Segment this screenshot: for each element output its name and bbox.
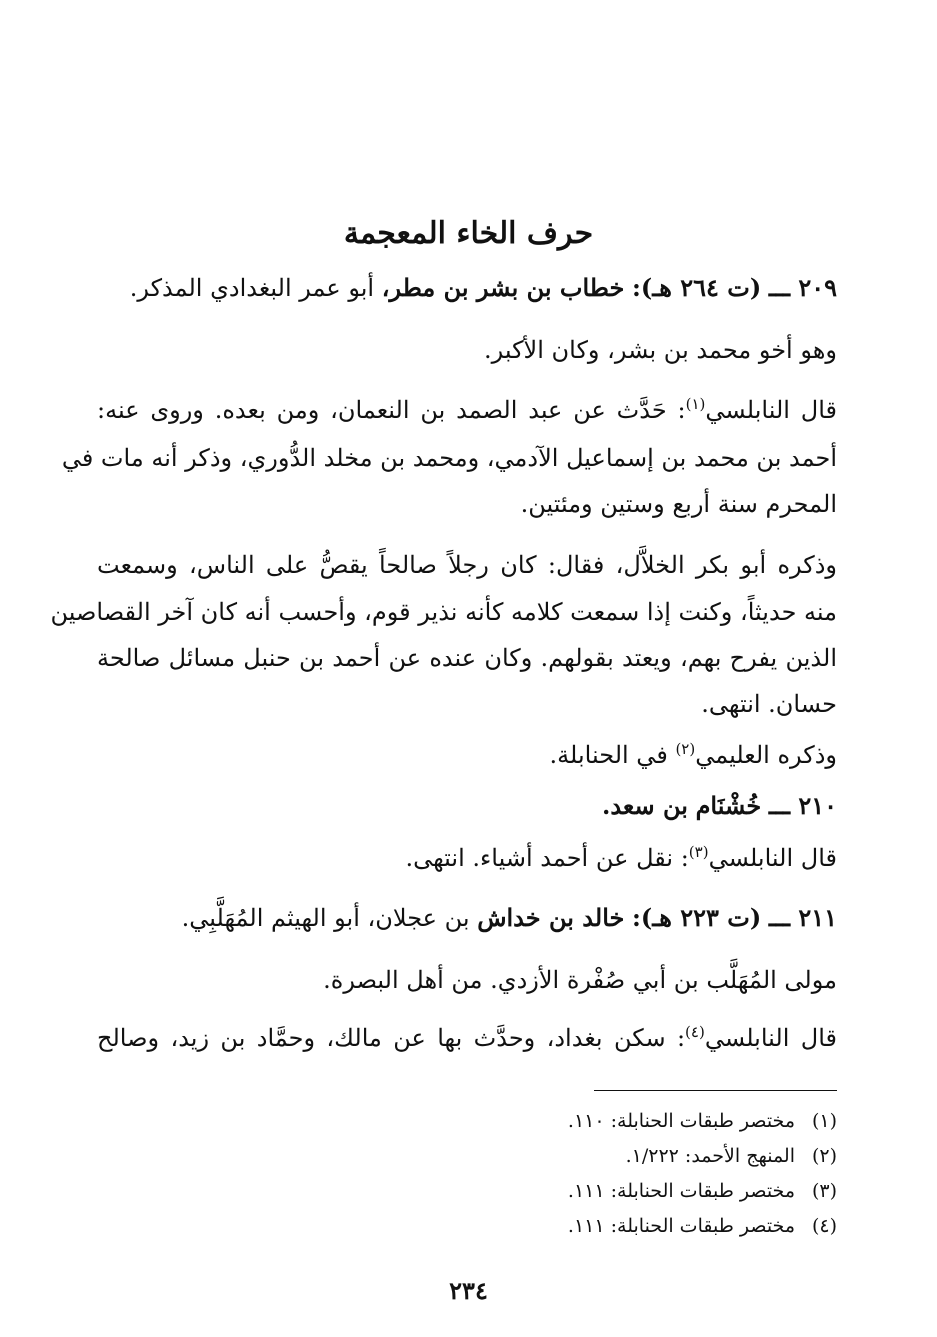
citation-author: قال النابلسي: [705, 396, 837, 424]
entry-name: خالد بن خداش: [477, 903, 625, 932]
footnote-number: (٢): [811, 1145, 837, 1167]
entry-death-date: (ت ٢٦٤ هـ):: [631, 273, 762, 302]
entry-209-khallal-line-4: حسان. انتهى.: [701, 690, 837, 718]
footnote-divider: [594, 1090, 837, 1091]
page-number: ٢٣٤: [449, 1276, 488, 1305]
entry-211-paragraph: مولى المُهَلَّب بن أبي صُفْرة الأزدي. من أهل البصرة.: [323, 966, 837, 994]
citation-text: : نقل عن أحمد أشياء. انتهى.: [405, 844, 689, 872]
citation-text: : حَدَّث عن عبد الصمد بن النعمان، ومن بعده. وروى عنه:: [97, 396, 686, 424]
footnote-4: [97, 1211, 837, 1241]
entry-210-nabulsi: [97, 838, 837, 878]
citation-author: قال النابلسي: [704, 1024, 837, 1052]
citation-text: : سكن بغداد، وحدَّث بها عن مالك، وحمَّاد بن زيد، وصالح: [97, 1024, 686, 1052]
footnote-text: مختصر طبقات الحنابلة: ١١١.: [567, 1180, 795, 1202]
footnote-ref: (١): [685, 395, 706, 413]
footnote-number: (١): [811, 1110, 837, 1132]
entry-209-khallal-line-2: منه حديثاً، وكنت إذا سمعت كلامه كأنه نذير قوم، وأحسب أنه كان آخر القصاصين: [50, 598, 837, 626]
entry-209-nabulsi-line-3: المحرم سنة أربع وستين ومئتين.: [520, 490, 837, 518]
entry-number: ٢١٠ ـــ: [768, 791, 837, 820]
entry-death-date: (ت ٢٢٣ هـ):: [631, 903, 762, 932]
citation-author: قال النابلسي: [708, 844, 837, 872]
entry-209-nabulsi-line-2: أحمد بن محمد بن إسماعيل الآدمي، ومحمد بن مخلد الدُّوري، وذكر أنه مات في: [61, 444, 837, 472]
entry-number: ٢٠٩ ـــ: [768, 273, 837, 302]
entry-description: بن عجلان، أبو الهيثم المُهَلَّبِي.: [181, 904, 470, 932]
entry-211-heading: [97, 898, 837, 938]
footnote-text: مختصر طبقات الحنابلة: ١١١.: [567, 1215, 795, 1237]
entry-209-ulaymi: [97, 735, 837, 775]
entry-209-nabulsi-line-1: [97, 390, 837, 430]
section-title: حرف الخاء المعجمة: [343, 216, 594, 251]
entry-number: ٢١١ ـــ: [768, 903, 837, 932]
footnote-ref: (٣): [688, 843, 709, 861]
citation-author: وذكره العليمي: [695, 741, 837, 769]
entry-211-nabulsi: [97, 1018, 837, 1058]
footnote-text: مختصر طبقات الحنابلة: ١١٠.: [567, 1110, 795, 1132]
entry-209-paragraph: وهو أخو محمد بن بشر، وكان الأكبر.: [483, 336, 837, 364]
entry-209-khallal-line-1: وذكره أبو بكر الخلاَّل، فقال: كان رجلاً صالحاً يقصُّ على الناس، وسمعت: [97, 551, 837, 579]
footnote-2: [97, 1141, 837, 1171]
footnote-number: (٣): [811, 1180, 837, 1202]
footnote-1: [97, 1106, 837, 1136]
footnote-3: [97, 1176, 837, 1206]
footnote-number: (٤): [811, 1215, 837, 1237]
footnote-ref: (٢): [675, 740, 696, 758]
entry-name: خطاب بن بشر بن مطر،: [381, 273, 625, 302]
entry-209-heading: [97, 268, 837, 308]
footnote-text: المنهج الأحمد: ١/٢٢٢.: [625, 1145, 795, 1167]
entry-210-heading: [97, 786, 837, 826]
entry-name: خُشْنَام: [695, 791, 762, 820]
citation-text: في الحنابلة.: [549, 741, 668, 769]
entry-209-khallal-line-3: الذين يفرح بهم، ويعتد بقولهم. وكان عنده عن أحمد بن حنبل مسائل صالحة: [97, 644, 837, 672]
footnote-ref: (٤): [685, 1023, 705, 1041]
entry-description: أبو عمر البغدادي المذكر.: [129, 274, 375, 302]
entry-description: بن سعد.: [601, 791, 688, 820]
